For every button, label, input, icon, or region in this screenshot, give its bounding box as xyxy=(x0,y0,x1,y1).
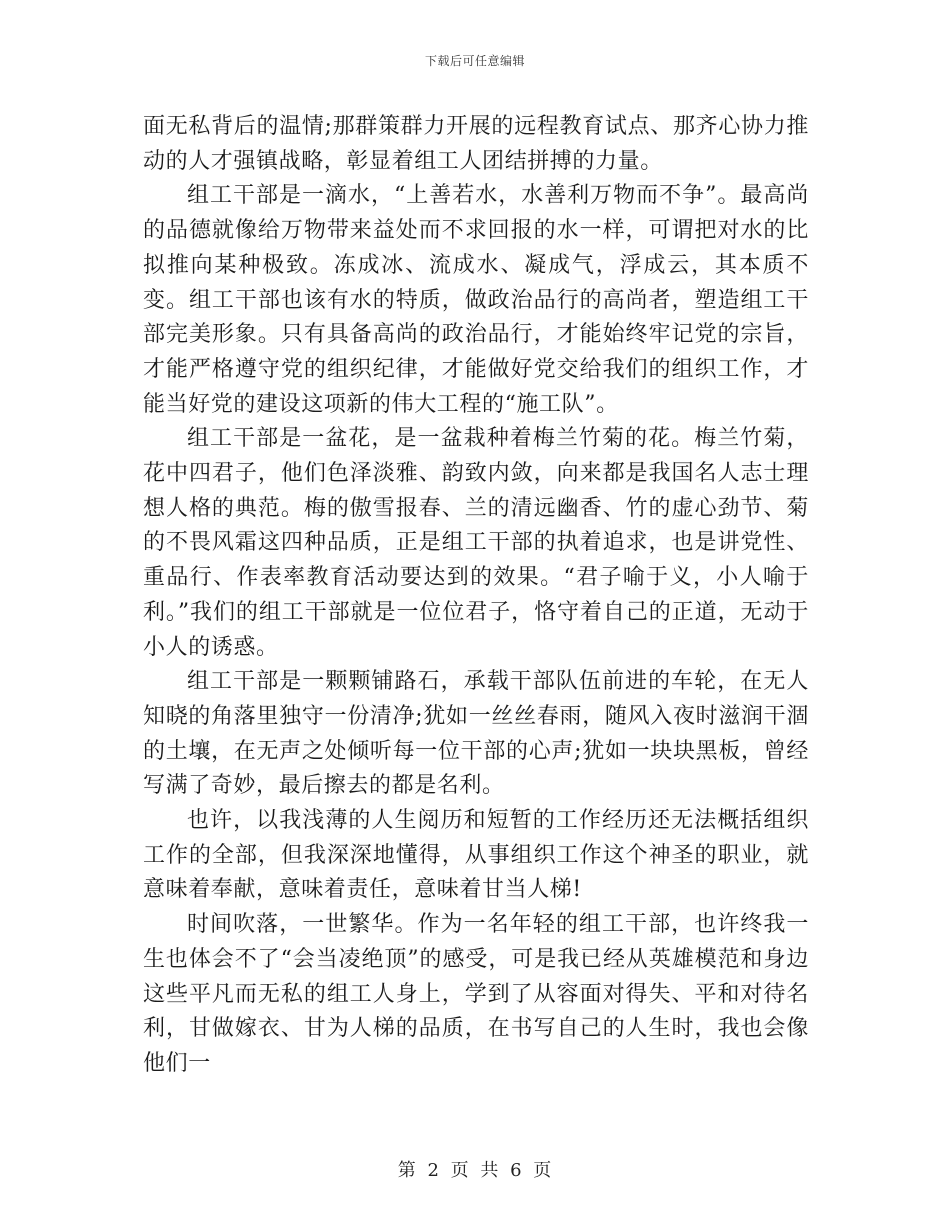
paragraph-paving-stone: 组工干部是一颗颗铺路石，承载干部队伍前进的车轮，在无人知晓的角落里独守一份清净;犹如一丝丝春雨，随风入夜时滋润干涸的土壤，在无声之处倾听每一位干部的心声;犹如一块块黑板，曾经写满了奇妙，最后擦去的都是名利。 xyxy=(143,669,809,799)
paragraph-water: 组工干部是一滴水，“上善若水，水善利万物而不争”。最高尚的品德就像给万物带来益处而不求回报的水一样，可谓把对水的比拟推向某种极致。冻成冰、流成水、凝成气，浮成云，其本质不变。组工干部也该有水的特质，做政治品行的高尚者，塑造组工干部完美形象。只有具备高尚的政治品行，才能始终牢记党的宗旨，才能严格遵守党的组织纪律，才能做好党交给我们的组织工作，才能当好党的建设这项新的伟大工程的“施工队”。 xyxy=(143,183,809,417)
document-body xyxy=(143,110,809,1082)
page-header-note: 下载后可任意编辑 xyxy=(424,54,525,68)
paragraph-conclusion: 时间吹落，一世繁华。作为一名年轻的组工干部，也许终我一生也体会不了“会当凌绝顶”的感受，可是我已经从英雄模范和身边这些平凡而无私的组工人身上，学到了从容面对得失、平和对待名利，甘做嫁衣、甘为人梯的品质，在书写自己的人生时，我也会像他们一 xyxy=(143,912,809,1076)
paragraph-dedication: 也许，以我浅薄的人生阅历和短暂的工作经历还无法概括组织工作的全部，但我深深地懂得，从事组织工作这个神圣的职业，就意味着奉献，意味着责任，意味着甘当人梯! xyxy=(143,808,809,903)
paragraph-continuation: 面无私背后的温情;那群策群力开展的远程教育试点、那齐心协力推动的人才强镇战略，彰显着组工人团结拼搏的力量。 xyxy=(143,114,809,174)
page-number: 第 2 页 共 6 页 xyxy=(397,1160,553,1181)
paragraph-flower: 组工干部是一盆花，是一盆栽种着梅兰竹菊的花。梅兰竹菊，花中四君子，他们色泽淡雅、韵致内敛，向来都是我国名人志士理想人格的典范。梅的傲雪报春、兰的清远幽香、竹的虚心劲节、菊的不畏风霜这四种品质，正是组工干部的执着追求，也是讲党性、重品行、作表率教育活动要达到的效果。“君子喻于义，小人喻于利。”我们的组工干部就是一位位君子，恪守着自己的正道，无动于小人的诱惑。 xyxy=(143,426,809,660)
